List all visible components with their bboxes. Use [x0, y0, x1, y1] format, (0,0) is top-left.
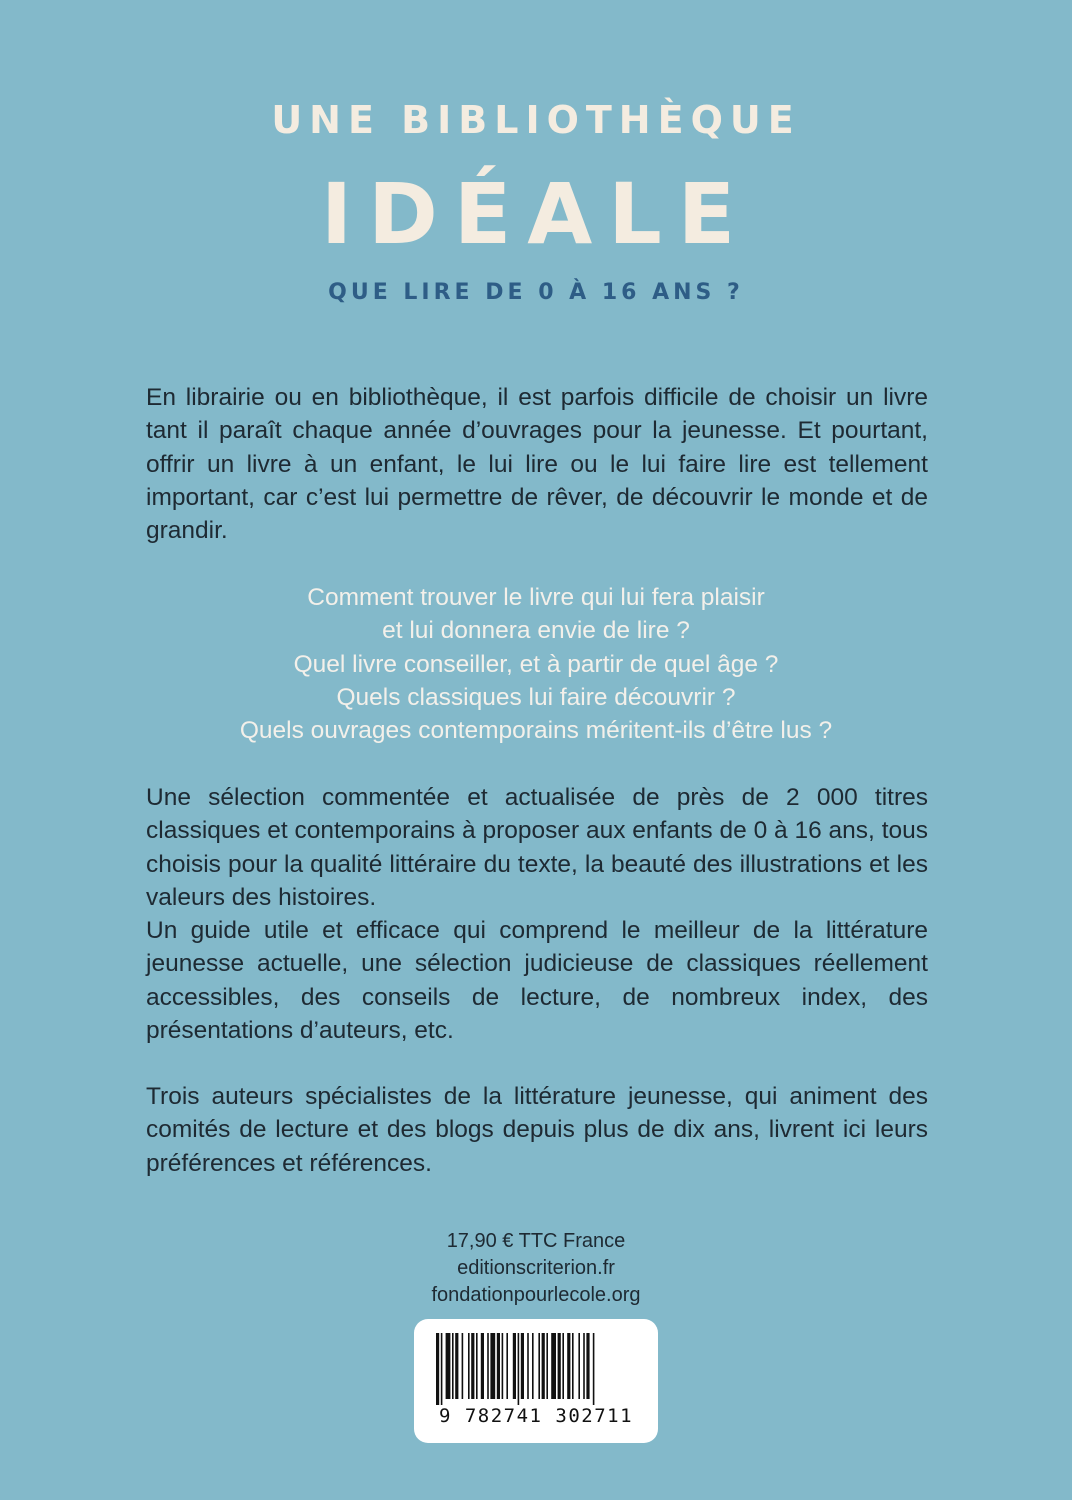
foundation-website: fondationpourlecole.org	[431, 1284, 641, 1306]
question-line: Quel livre conseiller, et à partir de quel âge ?	[293, 650, 779, 678]
authors-paragraph	[146, 1080, 928, 1180]
question-line: Comment trouver le livre qui lui fera plaisir	[307, 584, 765, 611]
question-line: Quels ouvrages contemporains méritent-ils d’être lus ?	[239, 717, 833, 745]
questions-block	[0, 581, 1072, 747]
description-paragraph-2: Un guide utile et efficace qui comprend le meilleur de la littérature jeunesse actuelle, une sélection judicieuse de classiques réellement accessibles, des conseils de lecture, de nombreux index, des présentations d’auteurs, etc.	[146, 917, 928, 1045]
book-title-main: IDÉALE	[320, 165, 752, 263]
book-title-top: UNE BIBLIOTHÈQUE	[271, 98, 801, 142]
book-subtitle: QUE LIRE DE 0 À 16 ANS ?	[328, 280, 744, 305]
description-block	[146, 781, 928, 1047]
intro-paragraph	[146, 381, 928, 547]
question-line: et lui donnera envie de lire ?	[382, 617, 690, 645]
description-paragraph-1: Une sélection commentée et actualisée de près de 2 000 titres classiques et contemporains à proposer aux enfants de 0 à 16 ans, tous choisis pour la qualité littéraire du texte, la beauté des illustrations et les valeurs des histoires.	[146, 784, 928, 911]
publisher-info	[0, 1228, 1072, 1309]
isbn-number: 9 782741 302711	[438, 1405, 634, 1427]
price-text: 17,90 € TTC France	[446, 1230, 626, 1252]
intro-text: En librairie ou en bibliothèque, il est parfois difficile de choisir un livre tant il paraît chaque année d’ouvrages pour la jeunesse. Et pourtant, offrir un livre à un enfant, le lui lire ou le lui faire lire est tellement important, car c’est lui permettre de rêver, de découvrir le monde et de grandir.	[146, 384, 928, 545]
barcode-bars	[432, 1333, 640, 1405]
barcode-panel	[414, 1319, 658, 1443]
authors-text: Trois auteurs spécialistes de la littérature jeunesse, qui animent des comités de lecture et des blogs depuis plus de dix ans, livrent ici leurs préférences et références.	[146, 1083, 928, 1177]
question-line: Quels classiques lui faire découvrir ?	[336, 683, 736, 711]
publisher-website: editionscriterion.fr	[457, 1257, 615, 1279]
